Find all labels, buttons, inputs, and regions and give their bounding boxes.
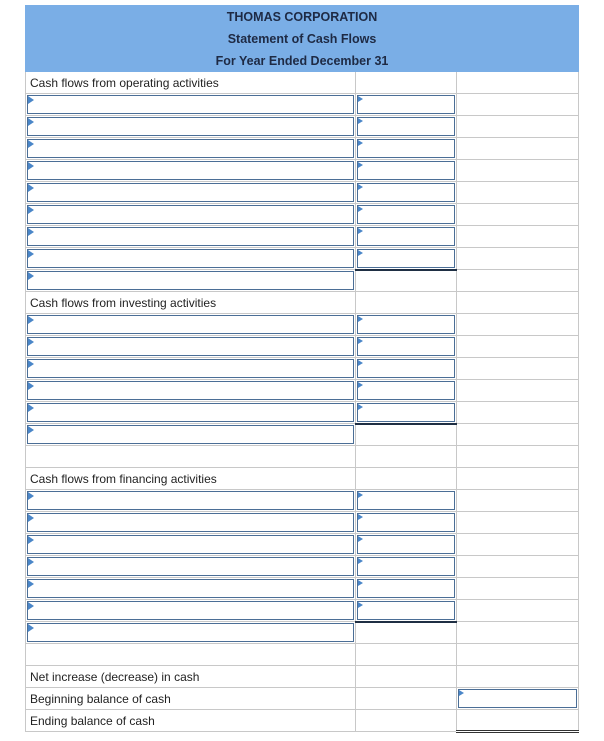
operating-line-row (26, 138, 579, 160)
financing-line-label-cell[interactable] (26, 556, 356, 578)
cash-flow-statement-table (25, 5, 579, 733)
dropdown-marker-icon (358, 206, 363, 212)
financing-line-amount-cell[interactable] (356, 600, 457, 622)
statement-title: Statement of Cash Flows (26, 28, 579, 50)
empty-cell (457, 358, 579, 380)
financing-line-row (26, 512, 579, 534)
operating-subtotal-label-input[interactable] (27, 271, 354, 290)
empty-cell (457, 204, 579, 226)
operating-line-label-input[interactable] (27, 139, 354, 158)
dropdown-marker-icon (28, 382, 34, 390)
financing-line-amount-input[interactable] (357, 491, 455, 510)
empty-cell (356, 710, 457, 732)
operating-line-amount-input[interactable] (357, 205, 455, 224)
operating-line-amount-cell[interactable] (356, 138, 457, 160)
dropdown-marker-icon (358, 602, 363, 608)
financing-line-amount-input[interactable] (357, 513, 455, 532)
financing-line-label-cell[interactable] (26, 490, 356, 512)
dropdown-marker-icon (358, 96, 363, 102)
operating-line-label-cell[interactable] (26, 160, 356, 182)
financing-line-row (26, 490, 579, 512)
operating-line-label-cell[interactable] (26, 138, 356, 160)
operating-line-row (26, 116, 579, 138)
investing-line-label-cell[interactable] (26, 358, 356, 380)
dropdown-marker-icon (28, 162, 34, 170)
operating-line-amount-cell[interactable] (356, 182, 457, 204)
operating-line-amount-input[interactable] (357, 95, 455, 114)
empty-cell (457, 116, 579, 138)
dropdown-marker-icon (28, 580, 34, 588)
investing-line-amount-input[interactable] (357, 381, 455, 400)
net-change-amount-cell (457, 666, 579, 688)
financing-line-label-cell[interactable] (26, 534, 356, 556)
investing-rows (26, 314, 579, 424)
empty-cell (356, 468, 457, 490)
empty-cell (356, 424, 457, 446)
dropdown-marker-icon (358, 118, 363, 124)
operating-line-label-input[interactable] (27, 95, 354, 114)
empty-cell (457, 336, 579, 358)
operating-line-amount-cell[interactable] (356, 116, 457, 138)
operating-section-label-text: Cash flows from operating activities (30, 75, 219, 90)
operating-line-label-input[interactable] (27, 161, 354, 180)
empty-cell (356, 270, 457, 292)
investing-line-amount-input[interactable] (357, 337, 455, 356)
investing-line-row (26, 336, 579, 358)
empty-cell (457, 534, 579, 556)
dropdown-marker-icon (28, 206, 34, 214)
operating-line-label-input[interactable] (27, 205, 354, 224)
empty-cell (457, 226, 579, 248)
investing-line-label-input[interactable] (27, 315, 354, 334)
dropdown-marker-icon (28, 558, 34, 566)
dropdown-marker-icon (28, 514, 34, 522)
dropdown-marker-icon (358, 514, 363, 520)
ending-balance-label-text: Ending balance of cash (30, 713, 155, 728)
dropdown-marker-icon (358, 140, 363, 146)
ending-balance-amount-cell (457, 710, 579, 732)
financing-line-label-input[interactable] (27, 513, 354, 532)
investing-line-row (26, 314, 579, 336)
financing-section-label-text: Cash flows from financing activities (30, 471, 217, 486)
financing-line-label-input[interactable] (27, 557, 354, 576)
empty-cell (356, 644, 457, 666)
empty-cell (457, 600, 579, 622)
investing-subtotal-label-input[interactable] (27, 425, 354, 444)
financing-line-amount-input[interactable] (357, 601, 455, 620)
operating-line-row (26, 94, 579, 116)
investing-line-row (26, 380, 579, 402)
empty-cell (457, 380, 579, 402)
operating-section-label (26, 72, 356, 94)
investing-line-label-cell[interactable] (26, 336, 356, 358)
operating-line-label-input[interactable] (27, 227, 354, 246)
investing-line-amount-cell[interactable] (356, 380, 457, 402)
dropdown-marker-icon (358, 162, 363, 168)
financing-section-label (26, 468, 356, 490)
dropdown-marker-icon (28, 96, 34, 104)
empty-cell (457, 138, 579, 160)
empty-cell (457, 490, 579, 512)
dropdown-marker-icon (358, 536, 363, 542)
ending-balance-label (26, 710, 356, 732)
financing-line-amount-input[interactable] (357, 535, 455, 554)
investing-line-amount-cell[interactable] (356, 402, 457, 424)
operating-line-row (26, 182, 579, 204)
financing-line-amount-cell[interactable] (356, 578, 457, 600)
financing-rows (26, 490, 579, 622)
dropdown-marker-icon (28, 184, 34, 192)
operating-line-row (26, 248, 579, 270)
operating-line-amount-cell[interactable] (356, 226, 457, 248)
statement-period: For Year Ended December 31 (26, 50, 579, 72)
investing-line-label-input[interactable] (27, 337, 354, 356)
empty-cell (457, 94, 579, 116)
spacer-cell (26, 446, 356, 468)
financing-line-amount-cell[interactable] (356, 512, 457, 534)
investing-line-label-input[interactable] (27, 381, 354, 400)
operating-line-row (26, 204, 579, 226)
financing-subtotal-label-input[interactable] (27, 623, 354, 642)
operating-line-label-cell[interactable] (26, 226, 356, 248)
financing-line-label-input[interactable] (27, 491, 354, 510)
operating-line-amount-input[interactable] (357, 249, 455, 268)
dropdown-marker-icon (28, 250, 34, 258)
empty-cell (457, 468, 579, 490)
operating-line-amount-input[interactable] (357, 161, 455, 180)
empty-cell (457, 182, 579, 204)
dropdown-marker-icon (459, 690, 464, 696)
financing-line-amount-cell[interactable] (356, 556, 457, 578)
investing-line-amount-input[interactable] (357, 403, 455, 422)
dropdown-marker-icon (28, 338, 34, 346)
dropdown-marker-icon (28, 118, 34, 126)
investing-section-label (26, 292, 356, 314)
empty-cell (356, 688, 457, 710)
investing-line-amount-cell[interactable] (356, 336, 457, 358)
financing-line-label-cell[interactable] (26, 578, 356, 600)
empty-cell (457, 160, 579, 182)
operating-line-row (26, 226, 579, 248)
dropdown-marker-icon (358, 558, 363, 564)
operating-subtotal-label-cell[interactable] (26, 270, 356, 292)
dropdown-marker-icon (358, 404, 363, 410)
operating-line-amount-input[interactable] (357, 117, 455, 136)
empty-cell (457, 314, 579, 336)
operating-line-label-input[interactable] (27, 183, 354, 202)
beginning-balance-label-text: Beginning balance of cash (30, 691, 171, 706)
dropdown-marker-icon (28, 316, 34, 324)
investing-section-label-text: Cash flows from investing activities (30, 295, 217, 310)
dropdown-marker-icon (358, 382, 363, 388)
financing-line-label-input[interactable] (27, 535, 354, 554)
financing-line-label-cell[interactable] (26, 600, 356, 622)
empty-cell (457, 556, 579, 578)
financing-line-row (26, 578, 579, 600)
operating-line-label-cell[interactable] (26, 182, 356, 204)
empty-cell (457, 270, 579, 292)
empty-cell (457, 292, 579, 314)
beginning-balance-input[interactable] (458, 689, 577, 708)
financing-line-row (26, 556, 579, 578)
empty-cell (457, 578, 579, 600)
investing-subtotal-label-cell[interactable] (26, 424, 356, 446)
financing-line-amount-cell[interactable] (356, 534, 457, 556)
operating-rows (26, 94, 579, 270)
empty-cell (356, 446, 457, 468)
financing-line-label-input[interactable] (27, 579, 354, 598)
financing-line-amount-cell[interactable] (356, 490, 457, 512)
investing-line-label-cell[interactable] (26, 314, 356, 336)
investing-line-label-input[interactable] (27, 359, 354, 378)
empty-cell (457, 402, 579, 424)
investing-line-amount-input[interactable] (357, 359, 455, 378)
dropdown-marker-icon (358, 184, 363, 190)
empty-cell (356, 622, 457, 644)
financing-line-label-input[interactable] (27, 601, 354, 620)
net-change-label (26, 666, 356, 688)
financing-line-label-cell[interactable] (26, 512, 356, 534)
operating-line-amount-input[interactable] (357, 183, 455, 202)
empty-cell (457, 644, 579, 666)
operating-line-amount-cell[interactable] (356, 160, 457, 182)
investing-line-label-cell[interactable] (26, 402, 356, 424)
operating-line-label-cell[interactable] (26, 248, 356, 270)
dropdown-marker-icon (28, 602, 34, 610)
empty-cell (356, 292, 457, 314)
dropdown-marker-icon (28, 492, 34, 500)
dropdown-marker-icon (28, 272, 34, 280)
operating-line-amount-cell[interactable] (356, 204, 457, 226)
operating-line-label-cell[interactable] (26, 116, 356, 138)
investing-line-row (26, 358, 579, 380)
dropdown-marker-icon (28, 360, 34, 368)
dropdown-marker-icon (358, 580, 363, 586)
operating-line-amount-input[interactable] (357, 139, 455, 158)
net-change-label-text: Net increase (decrease) in cash (30, 669, 200, 684)
investing-line-label-cell[interactable] (26, 380, 356, 402)
operating-line-label-input[interactable] (27, 249, 354, 268)
dropdown-marker-icon (28, 624, 34, 632)
dropdown-marker-icon (28, 228, 34, 236)
beginning-balance-amount-cell[interactable] (457, 688, 579, 710)
dropdown-marker-icon (28, 536, 34, 544)
empty-cell (457, 248, 579, 270)
empty-cell (356, 666, 457, 688)
operating-line-row (26, 160, 579, 182)
dropdown-marker-icon (358, 492, 363, 498)
dropdown-marker-icon (358, 250, 363, 256)
dropdown-marker-icon (28, 426, 34, 434)
empty-cell (457, 622, 579, 644)
investing-line-row (26, 402, 579, 424)
investing-line-amount-cell[interactable] (356, 314, 457, 336)
empty-cell (457, 424, 579, 446)
company-name: THOMAS CORPORATION (26, 6, 579, 28)
operating-line-amount-input[interactable] (357, 227, 455, 246)
operating-line-label-cell[interactable] (26, 204, 356, 226)
investing-line-label-input[interactable] (27, 403, 354, 422)
financing-line-amount-input[interactable] (357, 557, 455, 576)
dropdown-marker-icon (358, 338, 363, 344)
beginning-balance-label (26, 688, 356, 710)
dropdown-marker-icon (358, 228, 363, 234)
dropdown-marker-icon (28, 404, 34, 412)
empty-cell (457, 512, 579, 534)
investing-line-amount-input[interactable] (357, 315, 455, 334)
operating-line-amount-cell[interactable] (356, 94, 457, 116)
dropdown-marker-icon (28, 140, 34, 148)
dropdown-marker-icon (358, 316, 363, 322)
empty-cell (457, 446, 579, 468)
financing-line-row (26, 534, 579, 556)
operating-line-label-cell[interactable] (26, 94, 356, 116)
empty-cell (457, 72, 579, 94)
spacer-cell (26, 644, 356, 666)
operating-line-label-input[interactable] (27, 117, 354, 136)
financing-subtotal-label-cell[interactable] (26, 622, 356, 644)
dropdown-marker-icon (358, 360, 363, 366)
financing-line-row (26, 600, 579, 622)
empty-cell (356, 72, 457, 94)
operating-line-amount-cell[interactable] (356, 248, 457, 270)
investing-line-amount-cell[interactable] (356, 358, 457, 380)
financing-line-amount-input[interactable] (357, 579, 455, 598)
